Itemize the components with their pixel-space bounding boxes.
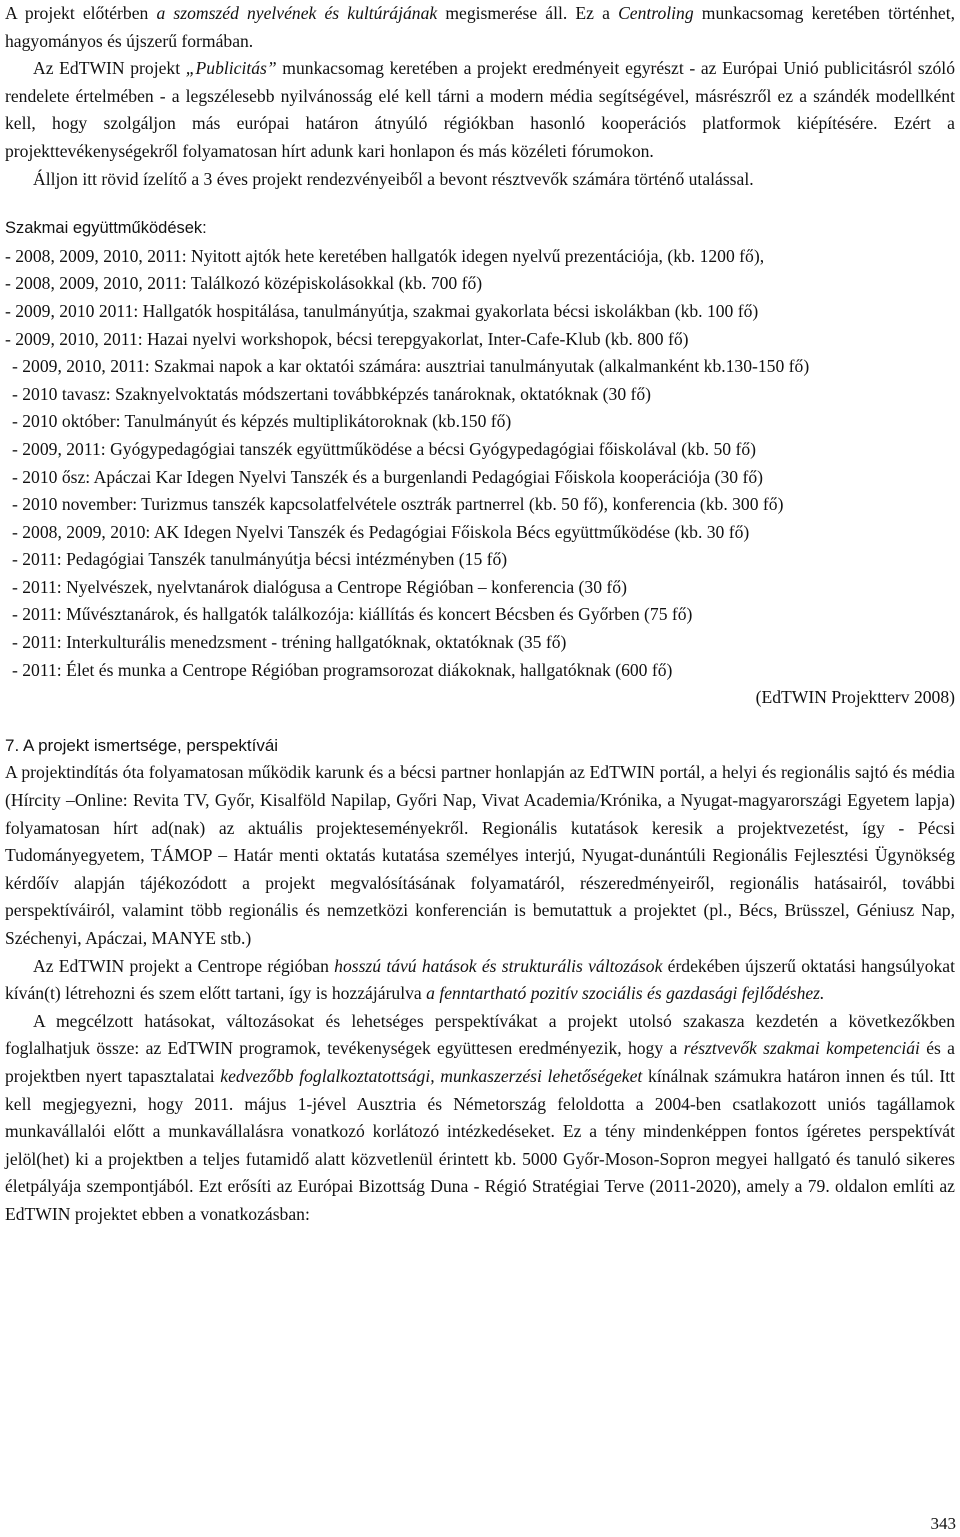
italic-text: a fenntartható pozitív szociális és gazdasági fejlődéshez.: [426, 983, 825, 1004]
text-run: Az EdTWIN projekt a Centrope régióban: [33, 955, 335, 976]
list-item: - 2008, 2009, 2010, 2011: Találkozó középiskolásokkal (kb. 700 fő): [5, 273, 483, 294]
list-item: - 2009, 2010, 2011: Hazai nyelvi workshopok, bécsi terepgyakorlat, Inter-Cafe-Klub (kb. 800 fő): [5, 328, 689, 349]
italic-text: kedvezőbb foglalkoztatottsági, munkaszerzési lehetőségeket: [220, 1065, 643, 1086]
section-paragraph-3: [5, 1008, 955, 1229]
italic-text: résztvevők szakmai kompetenciái: [683, 1038, 920, 1059]
document-page: [5, 0, 955, 1229]
list-item: - 2008, 2009, 2010: AK Idegen Nyelvi Tanszék és Pedagógiai Főiskola Bécs együttműködése (kb. 30 fő): [12, 521, 750, 542]
italic-text: „Publicitás”: [185, 58, 277, 79]
spacer: [5, 193, 955, 215]
italic-text: Centroling: [618, 3, 694, 23]
source-citation: (EdTWIN Projektterv 2008): [755, 687, 955, 708]
page-number: 343: [930, 1514, 956, 1533]
list-item: - 2011: Élet és munka a Centrope Régióban programsorozat diákoknak, hallgatóknak (600 fő): [12, 659, 673, 680]
list-item: - 2011: Pedagógiai Tanszék tanulmányútja bécsi intézményben (15 fő): [12, 549, 508, 570]
list-item: - 2009, 2011: Gyógypedagógiai tanszék együttműködése a bécsi Gyógypedagógiai főiskolával (kb. 50 fő): [12, 438, 756, 459]
intro-paragraph-3: Álljon itt rövid ízelítő a 3 éves projekt rendezvényeiből a bevont résztvevők számára történő utalással.: [33, 168, 754, 189]
intro-paragraph-2: [5, 55, 955, 165]
list-item: - 2011: Nyelvészek, nyelvtanárok dialógusa a Centrope Régióban – konferencia (30 fő): [12, 576, 627, 597]
italic-text: hosszú távú hatások és strukturális változások: [334, 955, 663, 976]
text-run: A megcélzott hatásokat, változásokat és lehetséges perspektívákat a projekt utolsó szakasza kezdetén a következőkben foglalhatjuk össze: az EdTWIN programok, tevékenységek együttesen eredményezik, hogy a: [5, 1010, 955, 1059]
list-item: - 2010 október: Tanulmányút és képzés multiplikátoroknak (kb.150 fő): [12, 411, 512, 432]
list-item: - 2010 november: Turizmus tanszék kapcsolatfelvétele osztrák partnerrel (kb. 50 fő), konferencia (kb. 300 fő): [12, 494, 784, 515]
list-item: - 2009, 2010 2011: Hallgatók hospitálása, tanulmányútja, szakmai gyakorlata bécsi iskolákban (kb. 100 fő): [5, 300, 759, 321]
list-item: - 2009, 2010, 2011: Szakmai napok a kar oktatói számára: ausztriai tanulmányutak (alkalmanként kb.130-150 fő): [12, 356, 810, 377]
text-run: és a projektben nyert tapasztalatai: [5, 1038, 955, 1086]
text-run: A projekt előtérben: [5, 3, 157, 23]
text-run: érdekében újszerű oktatási hangsúlyokat kíván(t) létrehozni és szem előtt tartani, így is hozzájárulva: [5, 955, 955, 1004]
cooperation-heading: Szakmai együttműködések:: [5, 219, 207, 238]
intro-paragraph-1: [5, 0, 955, 55]
list-item: - 2011: Művésztanárok, és hallgatók találkozója: kiállítás és koncert Bécsben és Győrben (75 fő): [12, 604, 693, 625]
list-item: - 2011: Interkulturális menedzsment - tréning hallgatóknak, oktatóknak (35 fő): [12, 632, 567, 653]
text-run: Az EdTWIN projekt: [33, 58, 186, 79]
list-item: - 2010 ősz: Apáczai Kar Idegen Nyelvi Tanszék és a burgenlandi Pedagógiai Főiskola kooperációja (30 fő): [12, 466, 763, 487]
text-run: munkacsomag keretében történhet, hagyományos és újszerű formában.: [5, 3, 956, 51]
text-run: munkacsomag keretében a projekt eredményeit egyrészt - az Európai Unió publicitásról szóló rendelete értelmében - a legszélesebb nyilvánosság elé kell tárni a modern média segítségével, másrészről ez a szándék modellként kell, hogy szolgáljon más európai határon átnyúló régiókban hasonló kooperációs platformok kiépítésére. Ezért a projekttevékenységekről folyamatosan hírt adunk kari honlapon és más közéleti fórumokon.: [5, 58, 955, 161]
list-item: - 2008, 2009, 2010, 2011: Nyitott ajtók hete keretében hallgatók idegen nyelvű prezentációja, (kb. 1200 fő),: [5, 245, 765, 266]
section-paragraph-2: [5, 953, 955, 1008]
section-title: 7. A projekt ismertsége, perspektívái: [5, 735, 279, 755]
text-run: megismerése áll. Ez a: [437, 3, 619, 23]
italic-text: a szomszéd nyelvének és kultúrájának: [156, 3, 438, 23]
cooperation-list: [5, 243, 955, 685]
text-run: kínálnak számukra határon innen és túl. Itt kell megjegyezni, hogy 2011. május 1-jével Ausztria és Németország feloldotta a 2004-ben csatlakozott uniós tagállamok munkavállalói előtt a munkavállalásra vonatkozó korlátozó intézkedéseket. Ez a tény mindenképpen fontos ígéretes perspektívát jelöl(het) ki a projektben a teljes futamidő alatt közvetlenül érintett kb. 5000 Győr-Moson-Sopron megyei hallgató és tanuló sikeres életpályája szempontjából. Ezt erősíti az Európai Bizottság Duna - Régió Stratégiai Terve (2011-2020), amely a 79. oldalon említi az EdTWIN projektet ebben a vonatkozásban:: [5, 1065, 955, 1224]
list-item: - 2010 tavasz: Szaknyelvoktatás módszertani továbbképzés tanároknak, oktatóknak (30 fő): [12, 383, 652, 404]
section-paragraph-1: A projektindítás óta folyamatosan működik karunk és a bécsi partner honlapján az EdTWIN portál, a helyi és regionális sajtó és média (Hírcity –Online: Revita TV, Győr, Kisalföld Napilap, Győri Nap, Vivat Academia/Krónika, a Nyugat-magyarországi Egyetem lapja) folyamatosan hírt ad(nak) az aktuális projekteseményekről. Regionális kutatások keresik a projektvezetést, így - Pécsi Tudományegyetem, TÁMOP – Határ menti oktatás kutatása személyes interjú, Nyugat-dunántúli Regionális Fejlesztési Ügynökség kérdőív alapján tájékozódott a projekt megvalósításának folyamatáról, részeredményeiről, regionális hatásairól, további perspektíváiról, valamint több regionális és nemzetközi konferencián is bemutattuk a projektet (pl., Bécs, Brüsszel, Géniusz Nap, Széchenyi, Apáczai, MANYE stb.): [5, 762, 955, 948]
